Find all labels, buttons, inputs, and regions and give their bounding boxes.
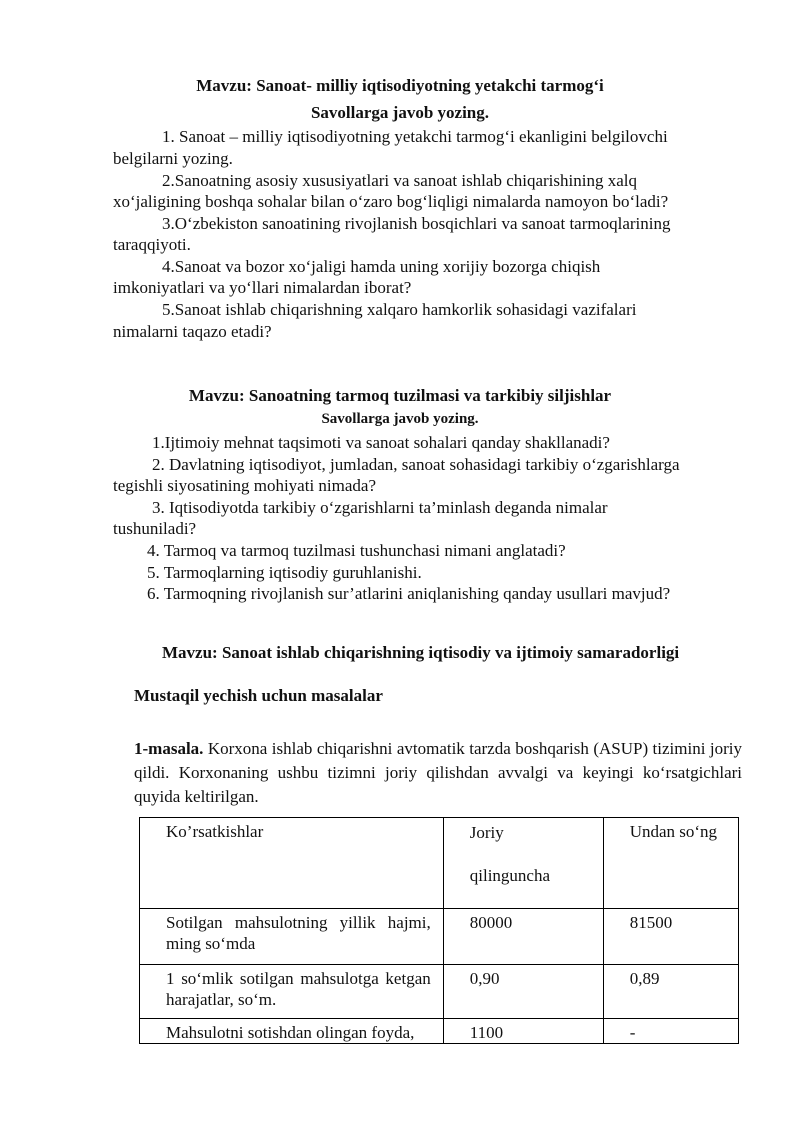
s2-question-2-line1: 2. Davlatning iqtisodiyot, jumladan, sanoat sohasidagi tarkibiy o‘zgarishlarga — [152, 455, 680, 474]
s1-question-4-line1: 4.Sanoat va bozor xo‘jaligi hamda uning xorijiy bozorga chiqish — [162, 257, 601, 276]
header-after-label: Undan so‘ng — [629, 822, 718, 841]
row-2-before: 0,90 — [469, 969, 500, 988]
section1-subtitle: Savollarga javob yozing. — [310, 103, 490, 122]
section2-title: Mavzu: Sanoatning tarmoq tuzilmasi va tarkibiy siljishlar — [188, 386, 612, 405]
s2-question-3-line2: tushuniladi? — [113, 519, 197, 538]
s1-question-2-line1: 2.Sanoatning asosiy xususiyatlari va sanoat ishlab chiqarishining xalq — [162, 171, 637, 190]
row-1-indicator: Sotilgan mahsulotning yillik hajmi, ming so‘mda — [166, 913, 431, 953]
s1-question-2-line2: xo‘jaligining boshqa sohalar bilan o‘zaro bog‘liqligi nimalarda namoyon bo‘ladi? — [113, 192, 669, 211]
table-header-row — [140, 818, 739, 909]
s1-question-3-line2: taraqqiyoti. — [113, 235, 191, 254]
header-cell-before — [443, 818, 603, 909]
row-3-after: - — [629, 1023, 636, 1042]
table-cell-before — [443, 965, 603, 1019]
table-cell-after — [603, 965, 738, 1019]
s1-question-1-line1: 1. Sanoat – milliy iqtisodiyotning yetakchi tarmog‘i ekanligini belgilovchi — [162, 127, 668, 146]
section3-title: Mavzu: Sanoat ishlab chiqarishning iqtisodiy va ijtimoiy samaradorligi — [162, 643, 680, 662]
s2-question-5: 5. Tarmoqlarning iqtisodiy guruhlanishi. — [147, 563, 422, 582]
s1-question-1-line2: belgilarni yozing. — [113, 149, 233, 168]
row-2-indicator: 1 so‘mlik sotilgan mahsulotga ketgan harajatlar, so‘m. — [166, 969, 431, 1009]
s2-question-3-line1: 3. Iqtisodiyotda tarkibiy o‘zgarishlarni ta’minlash deganda nimalar — [152, 498, 608, 517]
header-before-line2: qilinguncha — [469, 866, 551, 885]
s1-question-4-line2: imkoniyatlari va yo‘llari nimalardan iborat? — [113, 278, 412, 297]
table-row — [140, 965, 739, 1019]
s1-question-5-line1: 5.Sanoat ishlab chiqarishning xalqaro hamkorlik sohasidagi vazifalari — [162, 300, 637, 319]
section3-subheading: Mustaqil yechish uchun masalalar — [134, 686, 383, 705]
header-before-line1: Joriy — [469, 823, 504, 842]
row-2-after: 0,89 — [629, 969, 660, 988]
table-row — [140, 909, 739, 965]
row-3-indicator: Mahsulotni sotishdan olingan foyda, — [166, 1023, 415, 1042]
row-1-after: 81500 — [629, 913, 673, 932]
header-indicator-label: Ko’rsatkishlar — [166, 822, 264, 841]
table-row — [140, 1019, 739, 1044]
problem-1-label: 1-masala. — [134, 739, 204, 758]
table-cell-before — [443, 1019, 603, 1044]
table-cell-indicator — [140, 965, 444, 1019]
problem-1-paragraph — [134, 737, 742, 809]
table-cell-before — [443, 909, 603, 965]
header-cell-indicator — [140, 818, 444, 909]
table-cell-indicator — [140, 909, 444, 965]
s2-question-6: 6. Tarmoqning rivojlanish sur’atlarini aniqlanishing qanday usullari mavjud? — [147, 584, 671, 603]
s2-question-2-line2: tegishli siyosatining mohiyati nimada? — [113, 476, 376, 495]
table-cell-after — [603, 909, 738, 965]
section2-subtitle: Savollarga javob yozing. — [321, 411, 479, 427]
table-cell-indicator — [140, 1019, 444, 1044]
s2-question-1: 1.Ijtimoiy mehnat taqsimoti va sanoat sohalari qanday shakllanadi? — [152, 433, 610, 452]
section1-title: Mavzu: Sanoat- milliy iqtisodiyotning yetakchi tarmog‘i — [196, 76, 604, 95]
header-cell-after — [603, 818, 738, 909]
row-3-before: 1100 — [469, 1023, 504, 1042]
s2-question-4: 4. Tarmoq va tarmoq tuzilmasi tushunchasi nimani anglatadi? — [147, 541, 566, 560]
s1-question-3-line1: 3.O‘zbekiston sanoatining rivojlanish bosqichlari va sanoat tarmoqlarining — [162, 214, 671, 233]
indicators-table — [139, 817, 739, 1044]
table-cell-after — [603, 1019, 738, 1044]
s1-question-5-line2: nimalarni taqazo etadi? — [113, 322, 272, 341]
row-1-before: 80000 — [469, 913, 513, 932]
problem-1-text: Korxona ishlab chiqarishni avtomatik tarzda boshqarish (ASUP) tizimini joriy qildi. Korxonaning ushbu tizimni joriy qilishdan avvalgi va keyingi ko‘rsatgichlari quyida keltirilgan. — [134, 739, 742, 806]
